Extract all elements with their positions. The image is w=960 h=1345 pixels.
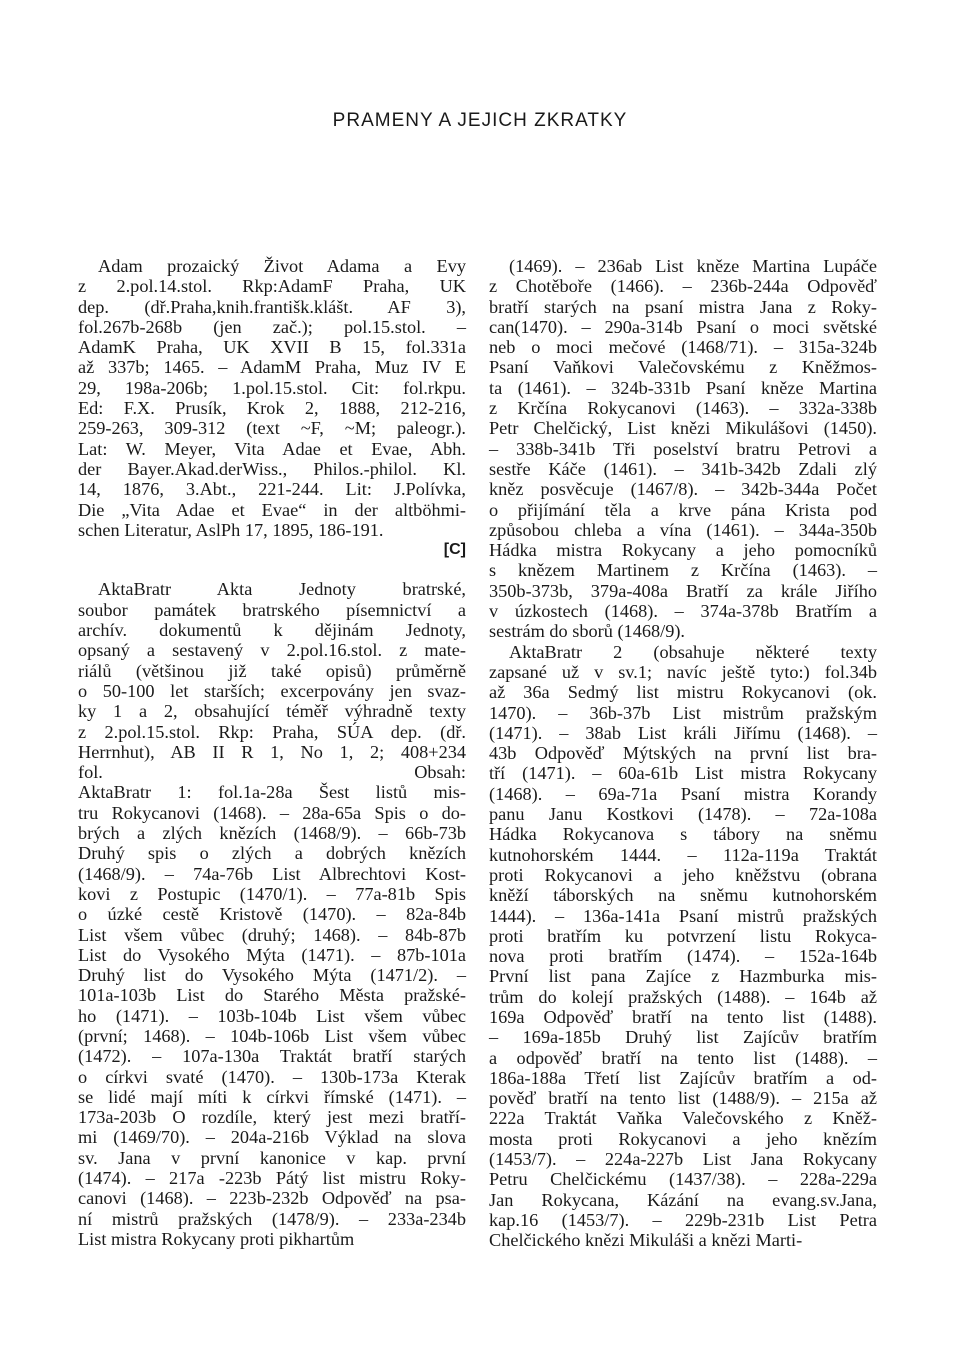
spacer [78, 560, 466, 579]
entry-aktabratr-2 [489, 642, 877, 1251]
text-line: nova proti bratřím (1474). – 152a-164b [489, 946, 877, 967]
text-line: z 2.pol.14.stol. Rkp:AdamF Praha, UK [78, 276, 466, 297]
text-line: proti Rokycanovi a jeho kněžstvu (obrana [489, 864, 877, 885]
author-signature: [C] [443, 541, 466, 559]
text-line: Psaní Vaňkovi Valečovskému z Kněžmos- [489, 357, 877, 378]
text-line: archív. dokumentů k dějinám Jednoty, [78, 620, 466, 641]
text-line: o 50-100 let starších; excerpovány jen svaz- [78, 680, 466, 701]
text-line: kap.16 (1453/7). – 229b-231b List Petra [489, 1209, 877, 1230]
text-line: o úzké cestě Kristově (1470). – 82a-84b [78, 904, 466, 925]
text-line: (1471). – 38ab List králi Jiřímu (1468). – [489, 722, 877, 743]
text-line: Adam prozaický Život Adama a Evy [98, 256, 466, 276]
text-line: 222a Traktát Vaňka Valečovského z Kněž- [489, 1108, 877, 1129]
text-line: (1468/9). – 74a-76b List Albrechtovi Kost- [78, 863, 466, 884]
text-line: z 2.pol.15.stol. Rkp: Praha, SÚA dep. (dř. [78, 721, 466, 742]
text-line: Chelčického knězi Mikuláši a knězi Marti- [489, 1230, 803, 1251]
text-line: tří (1471). – 60a-61b List mistra Rokycany [489, 763, 877, 784]
text-line: z Krčína Rokycanovi (1463). – 332a-338b [489, 398, 877, 419]
text-line: canovi (1468). – 223b-232b Odpověď na psa- [78, 1188, 466, 1209]
text-line: 1444). – 136a-141a Psaní mistrů pražských [489, 905, 877, 926]
text-line: sestře Káče (1461). – 341b-342b Zdali zlý [489, 458, 877, 479]
text-line: až 337b; 1465. – AdamM Praha, Muz IV E [78, 357, 466, 378]
text-line: Ed: F.X. Prusík, Krok 2, 1888, 212-216, [78, 398, 466, 419]
text-line: Petru Chelčickému (1437/38). – 228a-229a [489, 1169, 877, 1190]
page-title: PRAMENY A JEJICH ZKRATKY [332, 110, 628, 131]
text-line: AdamK Praha, UK XVII B 15, fol.331a [78, 337, 466, 358]
text-line: AktaBratr 2 (obsahuje některé texty [509, 641, 877, 662]
text-line: (1468). – 69a-71a Psaní mistra Korandy [489, 783, 877, 804]
text-line: o církvi svaté (1470). – 130b-173a Kterak [78, 1066, 466, 1087]
text-line: – 338b-341b Tři poselství bratru Petrovi a [489, 438, 877, 459]
text-line: brých a zlých knězích (1468/9). – 66b-73b [78, 823, 466, 844]
text-line: Lat: W. Meyer, Vita Adae et Evae, Abh. [78, 438, 466, 459]
text-line: Hádka mistra Rokycany a jeho pomocníků [489, 540, 877, 561]
text-line: mi (1469/70). – 204a-216b Výklad na slova [78, 1127, 466, 1148]
text-line: 101a-103b List do Starého Města pražské- [78, 985, 466, 1006]
text-line: ní mistrů pražských (1478/9). – 233a-234b [78, 1208, 466, 1229]
text-line: z Chotěboře (1466). – 236b-244a Odpověď [489, 276, 877, 297]
text-line: 43b Odpověď Mýtských na první list bra- [489, 743, 877, 764]
text-line: List mistra Rokycany proti pikhartům [78, 1228, 355, 1249]
text-line: 259-263, 309-312 (text ~F, ~M; paleogr.). [78, 418, 466, 439]
text-line: sv. Jana v první kanonice v kap. první [78, 1147, 466, 1168]
text-line: zapsané už v sv.1; navíc ještě tyto:) fol.34b [489, 661, 877, 682]
text-line: tru Rokycanovi (1468). – 28a-65a Spis o do- [78, 802, 466, 823]
text-line: sestrám do sborů (1468/9). [489, 621, 685, 642]
text-line: soubor památek bratrského písemnictví a [78, 599, 466, 620]
text-line: Druhý list do Vysokého Mýta (1471/2). – [78, 965, 466, 986]
text-line: opsaný a sestavený v 2.pol.16.stol. z mate- [78, 640, 466, 661]
text-line: kutnohorském 1444. – 112a-119a Traktát [489, 844, 877, 865]
text-line: o přijímání těla a krve pána Krista pod [489, 499, 877, 520]
text-line: až 36a Sedmý list mistru Rokycanovi (ok. [489, 682, 877, 703]
text-line: neb o moci mečové (1468/71). – 315a-324b [489, 337, 877, 358]
text-line: fol.267b-268b (jen zač.); pol.15.stol. – [78, 316, 466, 337]
text-line: 350b-373b, 379a-408a Bratří za krále Jiřího [489, 580, 877, 601]
text-line: kněží táborských na sněmu kutnohorském [489, 885, 877, 906]
text-line: s knězem Martinem z Krčína (1463). – [489, 560, 877, 581]
text-line: AktaBratr Akta Jednoty bratrské, [98, 579, 466, 600]
left-column [78, 256, 466, 1249]
text-line: Petr Chelčický, List knězi Mikulášovi (1450). [489, 418, 877, 439]
text-line: (první; 1468). – 104b-106b List všem vůbec [78, 1025, 466, 1046]
text-line: kovi z Postupic (1470/1). – 77a-81b Spis [78, 883, 466, 904]
text-line: bratří starých na psaní mistra Jana z Roky- [489, 296, 877, 317]
text-line: can(1470). – 290a-314b Psaní o moci světské [489, 316, 877, 337]
text-line: mosta proti Rokycanovi a jeho knězím [489, 1128, 877, 1149]
text-line: pověď bratří na tento list (1488/9). – 215a až [489, 1088, 877, 1109]
text-line: (1453/7). – 224a-227b List Jana Rokycany [489, 1149, 877, 1170]
text-line: trům do kolejí pražských (1488). – 164b až [489, 986, 877, 1007]
text-line: dep. (dř.Praha,knih.františk.klášt. AF 3), [78, 296, 466, 317]
text-line: Hádka Rokycanova s tábory na sněmu [489, 824, 877, 845]
text-line: panu Janu Kostkovi (1478). – 72a-108a [489, 804, 877, 825]
text-line: List všem vůbec (druhý; 1468). – 84b-87b [78, 924, 466, 945]
text-line: Die „Vita Adae et Evae“ in der altböhmi- [78, 499, 466, 520]
text-line: 169a Odpověď bratří na tento list (1488). [489, 1006, 877, 1027]
entry-aktabratr-continued [489, 256, 877, 642]
text-line: v úzkostech (1468). – 374a-378b Bratřím a [489, 601, 877, 622]
text-line: se lidé mají míti k církvi římské (1471). – [78, 1086, 466, 1107]
text-line: List do Vysokého Mýta (1471). – 87b-101a [78, 944, 466, 965]
text-line: AktaBratr 1: fol.1a-28a Šest listů mis- [78, 782, 466, 803]
text-line: 173a-203b O rozdíle, který jest mezi bratří- [78, 1107, 466, 1128]
entry-adam [78, 256, 466, 540]
text-line: riálů (většinou již také opisů) průměrně [78, 660, 466, 681]
text-line: Jan Rokycana, Kázání na evang.sv.Jana, [489, 1189, 877, 1210]
text-line: Herrnhut), AB II R 1, No 1, 2; 408+234 [78, 741, 466, 762]
text-line: proti bratřím ku potvrzení listu Rokyca- [489, 925, 877, 946]
text-line: 186a-188a Třetí list Zajícův bratřím a od- [489, 1067, 877, 1088]
text-line: 1470). – 36b-37b List mistrům pražským [489, 702, 877, 723]
text-line: (1474). – 217a -223b Pátý list mistru Roky- [78, 1168, 466, 1189]
text-line: 29, 198a-206b; 1.pol.15.stol. Cit: fol.rkpu. [78, 377, 466, 398]
text-line: ky 1 a 2, obsahující téměř výhradně texty [78, 701, 466, 722]
text-line: Druhý spis o zlých a dobrých knězích [78, 843, 466, 864]
text-line: První list pana Zajíce z Hazmburka mis- [489, 966, 877, 987]
text-line: způsobou chleba a vína (1461). – 344a-350b [489, 519, 877, 540]
text-line: ho (1471). – 103b-104b List všem vůbec [78, 1005, 466, 1026]
text-line: ta (1461). – 324b-331b Psaní kněze Martina [489, 377, 877, 398]
text-line: 14, 1876, 3.Abt., 221-244. Lit: J.Polívka, [78, 479, 466, 500]
text-line: – 169a-185b Druhý list Zajícův bratřím [489, 1027, 877, 1048]
right-column [489, 256, 877, 1251]
text-line: a odpověď bratří na tento list (1488). – [489, 1047, 877, 1068]
text-line: (1472). – 107a-130a Traktát bratří starých [78, 1046, 466, 1067]
entry-aktabratr [78, 579, 466, 1249]
text-line: der Bayer.Akad.derWiss., Philos.-philol. Kl. [78, 458, 466, 479]
text-line: kněz posvěcuje (1467/8). – 342b-344a Počet [489, 479, 877, 500]
text-line: (1469). – 236ab List kněze Martina Lupáče [509, 256, 877, 276]
text-line: fol. Obsah: [78, 762, 466, 783]
text-line: schen Literatur, AslPh 17, 1895, 186-191. [78, 519, 384, 540]
